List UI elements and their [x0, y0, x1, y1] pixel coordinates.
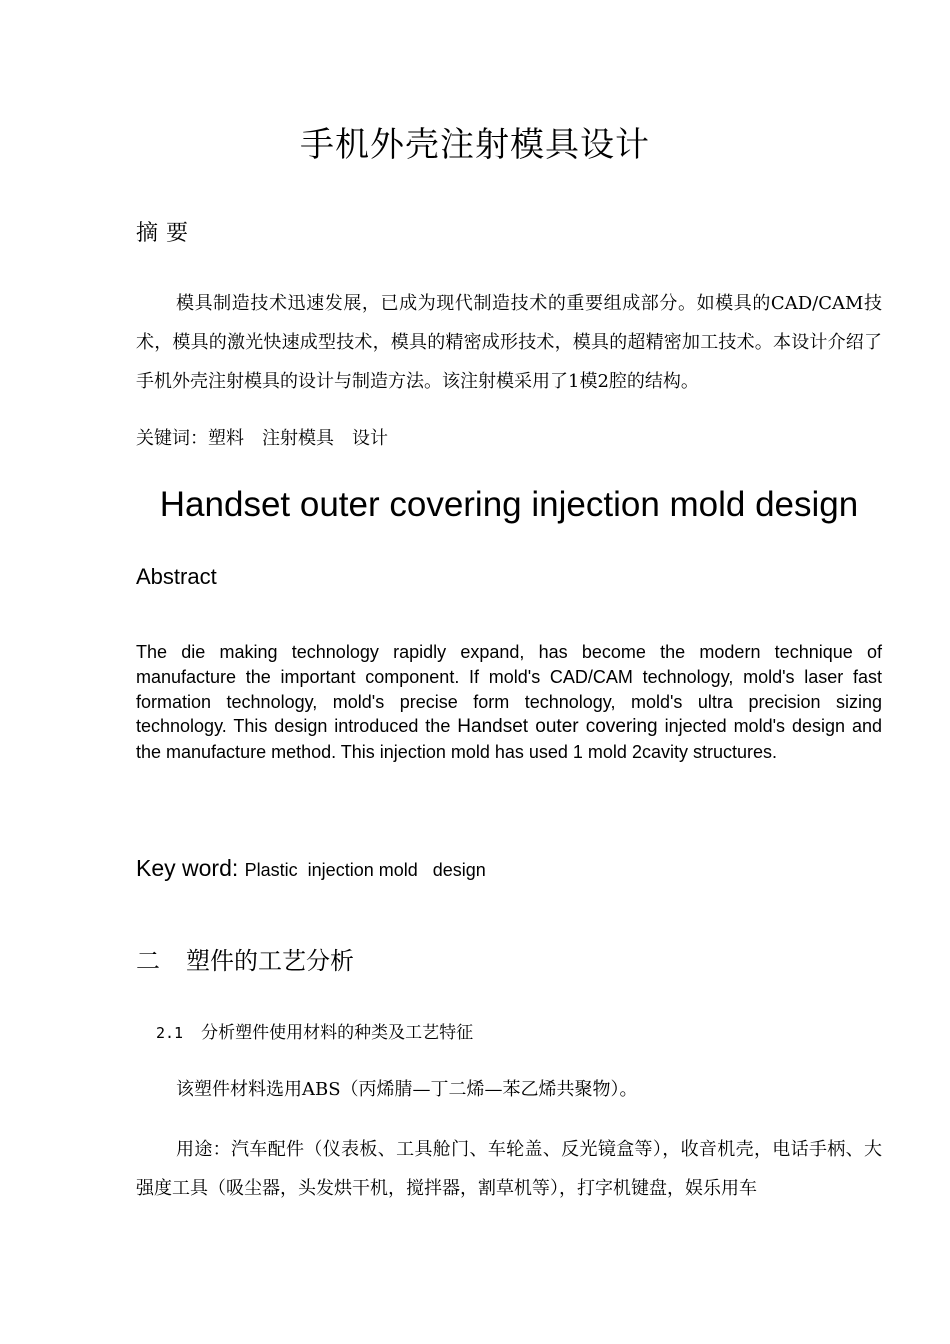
title-chinese: 手机外壳注射模具设计 — [300, 125, 650, 165]
keyword-item: 塑料 — [208, 428, 244, 449]
paragraph-uses: 用途：汽车配件（仪表板、工具舱门、车轮盖、反光镜盒等），收音机壳，电话手柄、大强度工具（吸尘器，头发烘干机，搅拌器，割草机等），打字机键盘，娱乐用车 — [136, 1139, 882, 1199]
keyword-item: 设计 — [352, 428, 388, 449]
abstract-english-emphasis: Handset outer covering — [457, 716, 658, 738]
paragraph-material: 该塑件材料选用ABS（丙烯腈—丁二烯—苯乙烯共聚物）。 — [176, 1079, 638, 1100]
keywords-label-chinese: 关键词： — [136, 428, 208, 449]
subsection-heading — [156, 1018, 473, 1043]
keywords-english-text: Plastic injection mold design — [244, 860, 486, 880]
abstract-english — [136, 640, 882, 765]
title-english: Handset outer covering injection mold design — [159, 485, 859, 524]
abstract-chinese: 模具制造技术迅速发展，已成为现代制造技术的重要组成部分。如模具的CAD/CAM技术，模具的激光快速成型技术，模具的精密成形技术，模具的超精密加工技术。本设计介绍了手机外壳注射模具的设计与制造方法。该注射模采用了1模2腔的结构。 — [136, 293, 882, 392]
keywords-chinese — [136, 424, 406, 450]
keywords-label-english: Key word: — [136, 855, 245, 881]
keywords-english — [136, 855, 486, 882]
section-number: 二 — [136, 947, 160, 975]
abstract-english-text: The die making technology rapidly expand, has become the modern technique of manufacture the important component. If mold's CAD/CAM technology, mold's laser fast formation technology, mold's precise form technology, mold's ultra precision sizing technology. This design introduced the — [136, 642, 882, 737]
subsection-number: 2.1 — [156, 1024, 184, 1042]
section-title: 塑件的工艺分析 — [186, 947, 354, 975]
section-heading — [136, 941, 354, 976]
keyword-item: 注射模具 — [262, 428, 334, 449]
abstract-heading-english: Abstract — [136, 564, 217, 589]
abstract-heading-chinese: 摘要 — [136, 221, 197, 246]
abstract-english-text: injected mold's design and the manufacture method. This injection mold has used 1 mold 2cavity structures. — [136, 716, 882, 763]
subsection-title: 分析塑件使用材料的种类及工艺特征 — [201, 1023, 474, 1043]
